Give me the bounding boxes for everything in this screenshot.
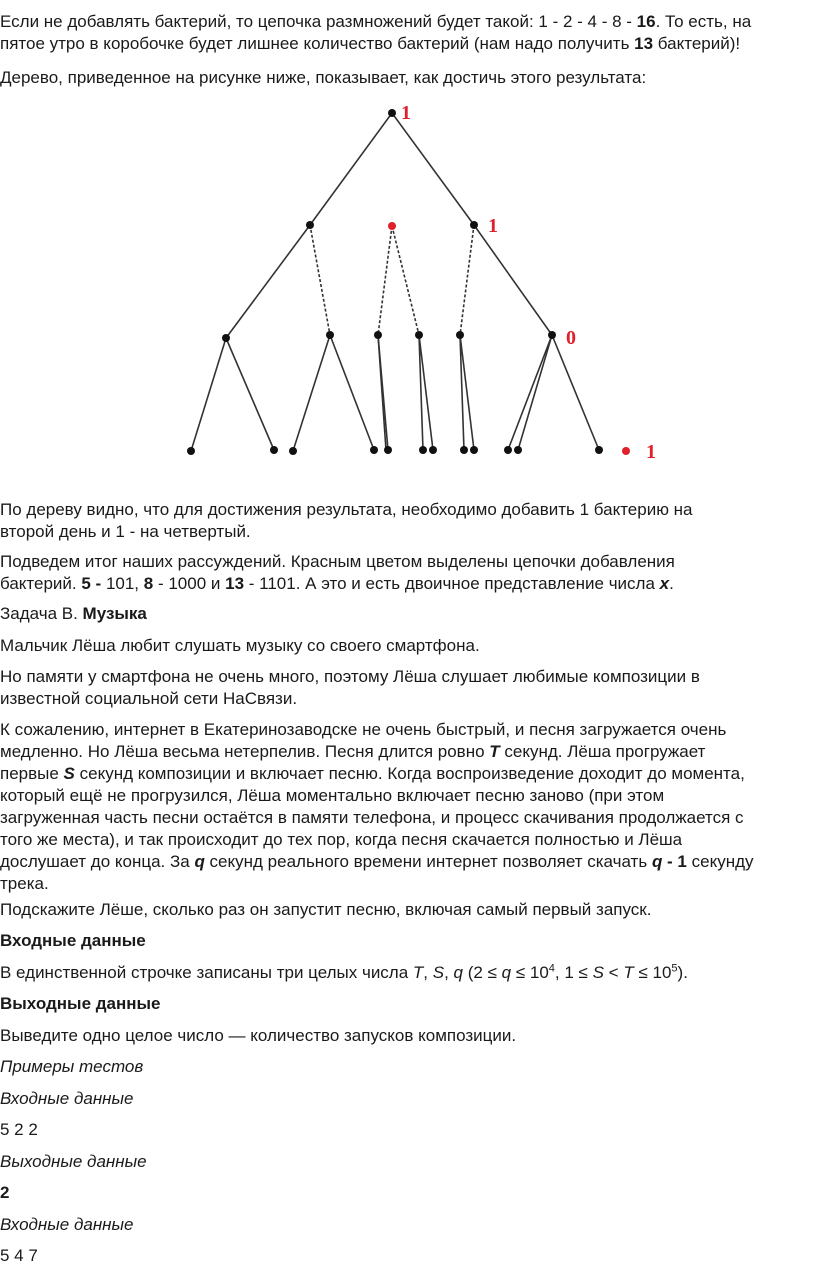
edge [378,335,386,450]
example1-output: 2 [0,1183,10,1202]
edge [191,338,226,451]
text: ). [677,963,688,982]
text: загруженная часть песни остаётся в памяти телефона, и процесс скачивания продолжается с [0,808,744,827]
bold-number: 8 [143,574,154,593]
text: первые [0,764,64,783]
variable-t: T [489,742,500,761]
node [460,446,468,454]
text: К сожалению, интернет в Екатеринозаводске не очень быстрый, и песня загружается очень [0,720,727,739]
node [595,446,603,454]
variable-s: S [592,963,604,982]
node [514,446,522,454]
text: Но памяти у смартфона не очень много, поэтому Лёша слушает любимые композиции в [0,667,700,686]
text: , [423,963,433,982]
variable-q: q [453,963,464,982]
text: бактерий. [0,574,82,593]
text: . [669,574,674,593]
example2-input-label: Входные данные [0,1215,134,1234]
text: Если не добавлять бактерий, то цепочка размножений будет такой: 1 - 2 - 4 - 8 - [0,12,637,31]
node [470,446,478,454]
node [374,331,382,339]
exponent: 5 [671,962,678,975]
edge [310,113,392,225]
example2-input: 5 4 7 [0,1246,38,1265]
bold-number: 16 [636,12,656,31]
tree-diagram [0,93,816,493]
paragraph-tree-intro: Дерево, приведенное на рисунке ниже, показывает, как достичь этого результата: [0,68,647,87]
text: секунду [686,852,754,871]
task-prefix: Задача В. [0,604,83,623]
node [222,334,230,342]
red-node [388,222,396,230]
variable-q: q [651,852,663,871]
node [326,331,334,339]
node [419,446,427,454]
node [388,109,396,117]
paragraph-input [0,962,688,984]
variable-t: T [412,963,424,982]
text: трека. [0,874,49,893]
task-title: Музыка [82,604,147,623]
label-day3: 0 [566,327,576,349]
edge [226,225,310,338]
task-heading [0,603,147,625]
heading-input: Входные данные [0,931,146,950]
text: Подведем итог наших рассуждений. Красным цветом выделены цепочки добавления [0,552,675,571]
text: бактерий)! [653,34,741,53]
text: < [603,963,624,982]
tree-nodes [187,109,603,455]
bold-number: 13 [634,34,654,53]
edge [226,338,274,450]
paragraph-memory [0,666,700,710]
node [384,446,392,454]
edge [552,335,599,450]
edge [392,113,474,225]
edge [474,225,552,335]
variable-q: q [501,963,512,982]
edge [330,335,374,450]
variable-s: S [63,764,75,783]
edge-dashed [460,225,474,335]
text: пятое утро в коробочке будет лишнее количество бактерий (нам надо получить [0,34,635,53]
heading-output: Выходные данные [0,994,161,1013]
node [470,221,478,229]
tree-figure [0,93,816,493]
red-node [622,447,630,455]
text: , 1 ≤ [554,963,593,982]
text: По дереву видно, что для достижения результата, необходимо добавить 1 бактерию на [0,500,693,519]
paragraph-tree-result [0,499,693,543]
paragraph-chain [0,11,816,55]
node [306,221,314,229]
paragraph-summary [0,551,675,595]
paragraph-question: Подскажите Лёше, сколько раз он запустит песню, включая самый первый запуск. [0,900,652,919]
edge [508,335,552,450]
variable-s: S [432,963,445,982]
bold-text: - 1 [662,852,687,871]
text: который ещё не прогрузился, Лёша моментально включает песню заново (при этом [0,786,665,805]
tree-edges [191,113,599,451]
edge [518,335,552,450]
text: секунд композиции и включает песню. Когда воспроизведение доходит до момента, [74,764,745,783]
bold-number: 13 [225,574,245,593]
edge [293,335,330,451]
example1-input: 5 2 2 [0,1120,38,1139]
label-day2: 1 [488,215,498,237]
text: - 1101. А это и есть двоичное представление числа [244,574,660,593]
example1-input-label: Входные данные [0,1089,134,1108]
label-day4: 1 [646,441,656,463]
bold-number: 5 - [81,574,102,593]
edge-dashed [392,226,419,335]
node [456,331,464,339]
node [504,446,512,454]
variable-t: T [623,963,634,982]
text: медленно. Но Лёша весьма нетерпелив. Песня длится ровно [0,742,490,761]
text: ≤ 10 [633,963,672,982]
node [429,446,437,454]
text: , [444,963,454,982]
variable-x: x [659,574,670,593]
paragraph-problem [0,719,754,895]
text: секунд. Лёша прогружает [499,742,706,761]
variable-q: q [194,852,205,871]
tree-labels [401,102,656,463]
edge-dashed [310,225,330,335]
text: В единственной строчке записаны три целых числа [0,963,413,982]
text: ≤ 10 [511,963,549,982]
node [548,331,556,339]
node [270,446,278,454]
node [289,447,297,455]
text: - 1000 и [153,574,226,593]
example1-output-label: Выходные данные [0,1152,147,1171]
text: 101, [101,574,144,593]
node [370,446,378,454]
edge-dashed [378,226,392,335]
text: дослушает до конца. За [0,852,195,871]
text: второй день и 1 - на четвертый. [0,522,251,541]
paragraph-output: Выведите одно целое число — количество запусков композиции. [0,1026,517,1045]
node [187,447,195,455]
text: известной социальной сети НаСвязи. [0,689,298,708]
text: (2 ≤ [463,963,502,982]
exponent: 4 [548,962,555,975]
node [415,331,423,339]
paragraph-intro: Мальчик Лёша любит слушать музыку со своего смартфона. [0,636,480,655]
examples-heading: Примеры тестов [0,1057,144,1076]
text: . То есть, на [655,12,752,31]
label-day1: 1 [401,102,411,124]
added-nodes [388,222,630,455]
text: секунд реального времени интернет позволяет скачать [204,852,652,871]
text: того же места), и так происходит до тех пор, когда песня скачается полностью и Лёша [0,830,683,849]
